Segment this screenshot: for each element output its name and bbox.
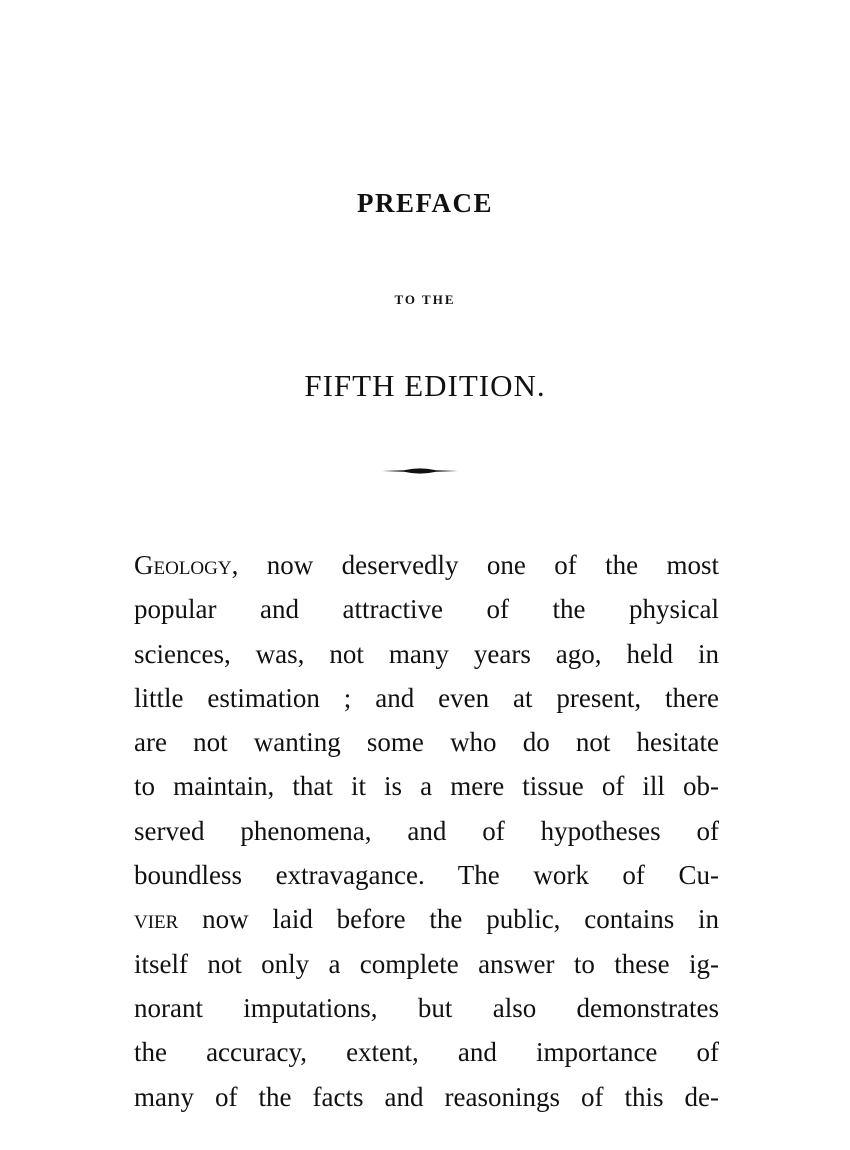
text-line: vier now laid before the public, contains in xyxy=(134,904,719,935)
edition-heading: FIFTH EDITION. xyxy=(304,368,546,403)
text-line: to maintain, that it is a mere tissue of ill ob- xyxy=(134,771,719,802)
text-line: little estimation ; and even at present, there xyxy=(134,682,719,713)
text-line: norant imputations, but also demonstrates xyxy=(134,992,719,1023)
small-caps-word: Geology, xyxy=(134,550,239,580)
text-line: popular and attractive of the physical xyxy=(134,594,719,625)
rule-ornament-icon xyxy=(382,466,458,476)
preface-paragraph xyxy=(134,543,719,1119)
text-line: are not wanting some who do not hesitate xyxy=(134,727,719,758)
text-line: served phenomena, and of hypotheses of xyxy=(134,815,719,846)
text-line: sciences, was, not many years ago, held in xyxy=(134,638,719,669)
to-the-subheading: TO THE xyxy=(394,292,456,307)
preface-heading: PREFACE xyxy=(357,188,493,218)
small-caps-word: vier xyxy=(134,904,179,935)
text-line: many of the facts and reasonings of this de- xyxy=(134,1081,719,1112)
text-line: boundless extravagance. The work of Cu- xyxy=(134,860,719,891)
text-line: Geology, now deservedly one of the most xyxy=(134,550,719,580)
text-line: itself not only a complete answer to these ig- xyxy=(134,948,719,979)
text-line: the accuracy, extent, and importance of xyxy=(134,1037,719,1068)
